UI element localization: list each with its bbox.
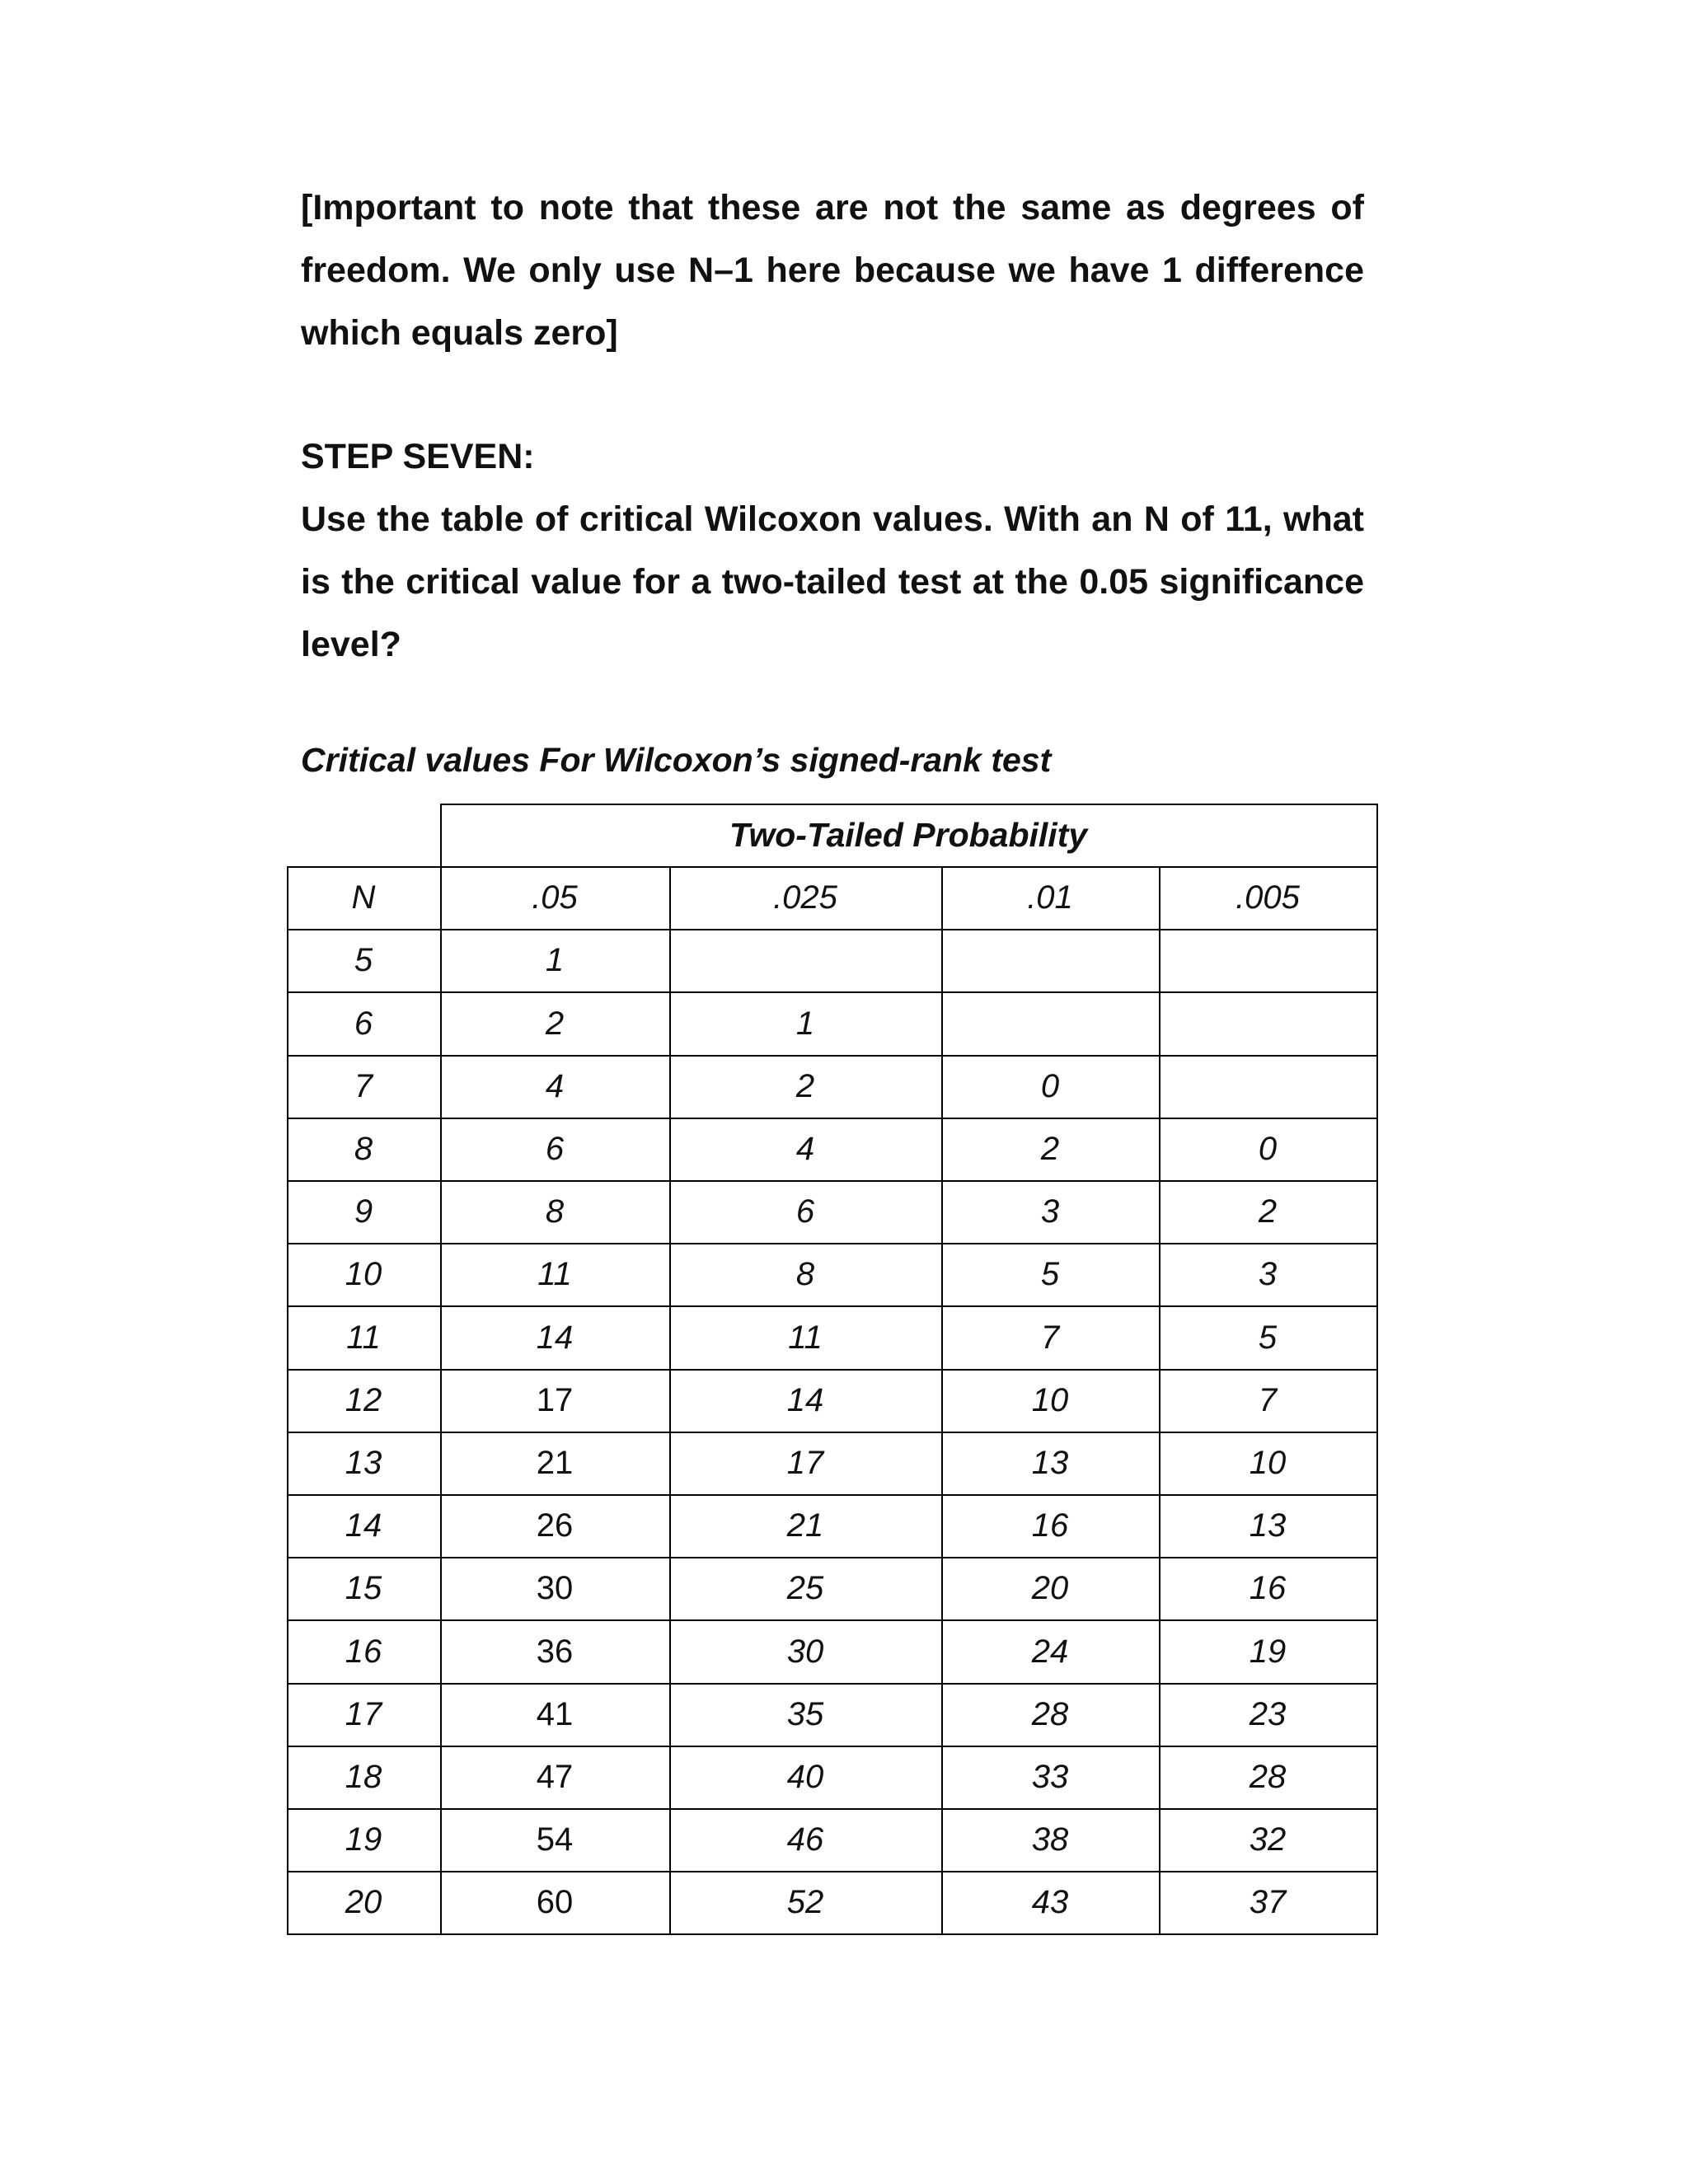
critical-value-cell: 5	[1258, 1319, 1278, 1356]
critical-value-cell: 24	[1031, 1633, 1069, 1670]
column-header: .05	[532, 879, 578, 916]
critical-value-cell: 2	[795, 1068, 815, 1104]
critical-value-cell: 26	[536, 1507, 574, 1544]
row-n-cell: 15	[345, 1570, 382, 1606]
column-header: N	[351, 879, 376, 916]
critical-value-cell: 21	[536, 1445, 574, 1481]
critical-value-cell: 11	[537, 1256, 572, 1292]
table-rule	[440, 804, 442, 866]
step-question: Use the table of critical Wilcoxon values. With an N of 11, what is the critical value for a two-tailed test at the 0.05 significance level?	[301, 499, 1364, 664]
critical-value-cell: 4	[545, 1068, 565, 1104]
table-rule	[1376, 804, 1378, 866]
critical-value-cell	[941, 991, 1159, 1055]
row-n-cell: 18	[345, 1759, 382, 1795]
critical-value-cell: 20	[1031, 1570, 1069, 1606]
critical-value-cell: 17	[786, 1445, 824, 1481]
row-n-cell: 11	[346, 1319, 381, 1356]
critical-value-cell: 23	[1249, 1696, 1287, 1732]
row-n-cell: 14	[345, 1507, 382, 1544]
critical-value-cell: 46	[786, 1821, 824, 1858]
critical-value-cell: 1	[795, 1005, 815, 1042]
critical-value-cell: 30	[786, 1633, 824, 1670]
critical-value-cell	[1159, 1055, 1376, 1118]
critical-value-cell: 5	[1040, 1256, 1060, 1292]
column-header: .005	[1236, 879, 1300, 916]
critical-value-cell: 16	[1249, 1570, 1287, 1606]
step-title: STEP SEVEN:	[301, 437, 535, 476]
critical-value-cell: 52	[786, 1884, 824, 1920]
critical-value-cell: 33	[1031, 1759, 1069, 1795]
critical-value-cell: 41	[536, 1696, 574, 1732]
critical-value-cell: 6	[795, 1193, 815, 1230]
critical-value-cell: 16	[1031, 1507, 1069, 1544]
critical-value-cell: 2	[1040, 1131, 1060, 1167]
critical-value-cell: 54	[536, 1821, 574, 1858]
table-rule	[440, 804, 1378, 805]
critical-value-cell	[669, 929, 941, 991]
row-n-cell: 19	[345, 1821, 382, 1858]
critical-value-cell: 2	[545, 1005, 565, 1042]
critical-value-cell: 28	[1031, 1696, 1069, 1732]
critical-value-cell: 0	[1040, 1068, 1060, 1104]
critical-value-cell: 3	[1040, 1193, 1060, 1230]
critical-value-cell: 7	[1040, 1319, 1060, 1356]
row-n-cell: 12	[345, 1382, 382, 1418]
critical-value-cell: 14	[786, 1382, 824, 1418]
table-caption: Critical values For Wilcoxon’s signed-rank test	[301, 741, 1052, 779]
row-n-cell: 5	[354, 942, 373, 978]
row-n-cell: 20	[345, 1884, 382, 1920]
critical-value-cell: 25	[786, 1570, 824, 1606]
note-paragraph: [Important to note that these are not the same as degrees of freedom. We only use N–1 here because we have 1 difference which equals zero]	[301, 188, 1364, 353]
critical-value-cell	[1159, 991, 1376, 1055]
critical-value-cell: 47	[536, 1759, 574, 1795]
critical-value-cell: 37	[1249, 1884, 1287, 1920]
row-n-cell: 6	[354, 1005, 373, 1042]
critical-value-cell: 19	[1249, 1633, 1287, 1670]
row-n-cell: 13	[345, 1445, 382, 1481]
table-rule	[287, 1933, 1378, 1935]
critical-value-cell: 8	[795, 1256, 815, 1292]
column-header: .01	[1027, 879, 1073, 916]
critical-value-cell: 6	[545, 1131, 565, 1167]
critical-value-cell: 60	[536, 1884, 574, 1920]
column-header: .025	[773, 879, 837, 916]
critical-value-cell: 17	[536, 1382, 574, 1418]
row-n-cell: 17	[345, 1696, 382, 1732]
critical-value-cell	[941, 929, 1159, 991]
critical-value-cell: 32	[1249, 1821, 1287, 1858]
critical-value-cell: 21	[786, 1507, 824, 1544]
critical-value-cell: 28	[1249, 1759, 1287, 1795]
critical-value-cell: 35	[786, 1696, 824, 1732]
critical-value-cell: 4	[795, 1131, 815, 1167]
table-rule	[1376, 866, 1378, 1935]
critical-value-cell: 10	[1249, 1445, 1287, 1481]
critical-value-cell: 13	[1249, 1507, 1287, 1544]
critical-value-cell: 13	[1031, 1445, 1069, 1481]
critical-value-cell: 10	[1031, 1382, 1069, 1418]
critical-value-cell: 38	[1031, 1821, 1069, 1858]
critical-value-cell: 7	[1258, 1382, 1278, 1418]
critical-value-cell	[1159, 929, 1376, 991]
row-n-cell: 9	[354, 1193, 373, 1230]
row-n-cell: 8	[354, 1131, 373, 1167]
critical-value-cell: 11	[788, 1319, 823, 1356]
critical-value-cell: 30	[536, 1570, 574, 1606]
critical-value-cell: 40	[786, 1759, 824, 1795]
critical-value-cell: 1	[545, 942, 565, 978]
group-header-two-tailed: Two-Tailed Probability	[729, 815, 1088, 854]
critical-value-cell: 3	[1258, 1256, 1278, 1292]
critical-value-cell: 36	[536, 1633, 574, 1670]
critical-value-cell: 2	[1258, 1193, 1278, 1230]
critical-value-cell: 43	[1031, 1884, 1069, 1920]
row-n-cell: 16	[345, 1633, 382, 1670]
critical-value-cell: 14	[536, 1319, 574, 1356]
critical-value-cell: 0	[1258, 1131, 1278, 1167]
row-n-cell: 10	[345, 1256, 382, 1292]
critical-value-cell: 8	[545, 1193, 565, 1230]
row-n-cell: 7	[354, 1068, 373, 1104]
